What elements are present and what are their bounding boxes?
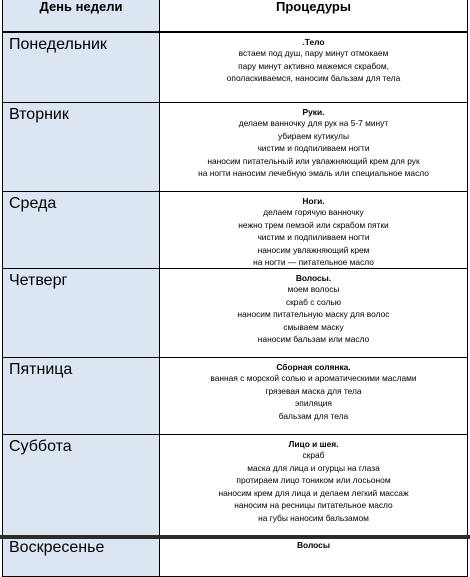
procedure-title: Руки.	[302, 107, 325, 117]
procedure-title: Волосы.	[295, 273, 332, 283]
procedure-line: ванная с морской солью и ароматическими маслами	[210, 373, 417, 383]
procedure-line: наносим питательный или увлажняющий крем для рук	[207, 155, 420, 166]
procedure-line: делаем горячую ванночку	[263, 207, 364, 217]
procedures-table	[2, 0, 468, 577]
day-cell	[2, 536, 160, 576]
day-name: Пятница	[9, 361, 73, 378]
procedures-cell	[160, 192, 468, 268]
procedure-line: наносим крем для лица и делаем легкий массаж	[218, 487, 409, 498]
procedure-title: Сборная солянка.	[276, 362, 351, 372]
day-name: Понедельник	[9, 36, 107, 53]
day-column-header	[2, 0, 160, 31]
procedures-cell	[160, 33, 468, 102]
table-row-wednesday	[2, 192, 468, 269]
day-name: Среда	[9, 195, 57, 212]
procedure-line: пару минут активно мажемся скрабом,	[238, 60, 389, 71]
procedure-line: чистим и подпиливаем ногти	[257, 143, 370, 154]
procedure-title: .Тело	[302, 37, 325, 47]
procedure-line: на ногти наносим лечебную эмаль или специальное масло	[198, 168, 429, 179]
procedure-line: бальзам для тела	[278, 410, 349, 421]
day-cell	[2, 33, 160, 102]
procedure-title: Волосы	[297, 540, 330, 550]
procedure-line: ополаскиваемся, наносим бальзам для тела	[226, 73, 401, 84]
procedures-cell	[160, 358, 468, 434]
day-cell	[2, 103, 160, 191]
procedure-line: встаем под душ, пару минут отмокаем	[238, 48, 389, 58]
table-row-monday	[2, 33, 468, 103]
procedure-line: грязевая маска для тела	[265, 385, 362, 396]
day-column-header-label: День недели	[39, 0, 123, 14]
procedure-line: смываем маску	[283, 321, 344, 332]
procedure-line: убираем кутикулы	[278, 130, 349, 141]
procedure-line: скраб	[302, 450, 325, 460]
procedures-cell	[160, 269, 468, 357]
procedure-line: чистим и подпиливаем ногти	[257, 232, 370, 243]
procedure-title: Лицо и шея.	[288, 439, 339, 449]
day-name: Четверг	[9, 272, 68, 289]
table-row-sunday	[2, 536, 468, 577]
procedure-line: наносим увлажняющий крем	[257, 244, 370, 255]
procedures-column-header	[160, 0, 468, 31]
procedure-line: на ногти — питательное масло	[253, 257, 374, 268]
day-cell	[2, 435, 160, 535]
table-row-thursday	[2, 269, 468, 358]
procedure-line: маска для лица и огурцы на глаза	[247, 462, 380, 473]
day-name: Вторник	[9, 106, 69, 123]
day-cell	[2, 358, 160, 434]
procedures-cell	[160, 435, 468, 535]
procedures-cell	[160, 536, 468, 576]
table-header-row	[2, 0, 468, 33]
procedures-column-header-label: Процедуры	[276, 0, 351, 14]
procedure-line: наносим на ресницы питательное масло	[234, 500, 393, 511]
procedure-line: протираем лицо тоником или лосьоном	[236, 475, 391, 486]
procedure-line: скраб с солью	[285, 296, 342, 307]
procedure-title: Ноги.	[302, 196, 325, 206]
procedure-line: на губы наносим бальзамом	[258, 512, 369, 523]
day-cell	[2, 269, 160, 357]
procedure-line: наносим питательную маску для волос	[237, 309, 390, 320]
procedure-line: эпиляция	[295, 398, 332, 409]
day-cell	[2, 192, 160, 268]
table-row-friday	[2, 358, 468, 435]
procedure-line: делаем ванночку для рук на 5-7 минут	[238, 118, 389, 128]
procedure-line: наносим бальзам или масло	[257, 334, 370, 345]
day-name: Воскресенье	[9, 539, 105, 556]
day-name: Суббота	[9, 438, 72, 455]
procedure-line: нежно трем пемзой или скрабом пятки	[238, 219, 389, 230]
table-row-saturday	[2, 435, 468, 536]
table-row-tuesday	[2, 103, 468, 192]
window-bottom-edge	[0, 535, 470, 539]
procedure-line: моем волосы	[287, 284, 340, 294]
procedures-cell	[160, 103, 468, 191]
